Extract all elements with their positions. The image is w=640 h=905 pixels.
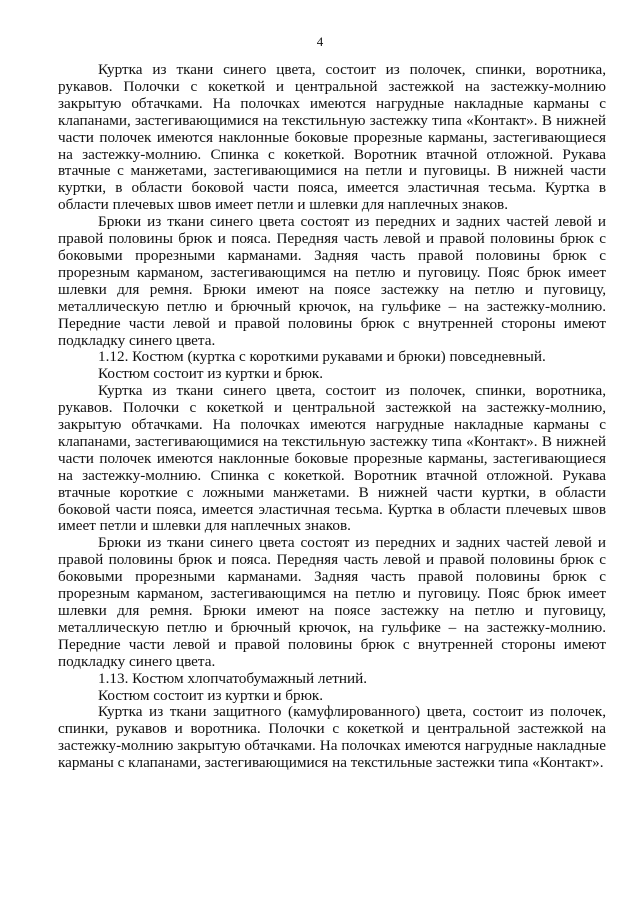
paragraph-suit-composition: Костюм состоит из куртки и брюк. xyxy=(98,365,324,383)
document-body xyxy=(58,62,606,772)
page-number: 4 xyxy=(316,34,324,49)
paragraph-trousers-blue-2: Брюки из ткани синего цвета состоят из передних и задних частей левой и правой половины брюк и пояса. Передняя часть левой и правой половины брюк с боковыми прорезными карманами. Задняя часть правой половины брюк с прорезным карманом, застегивающимся на петлю и пуговицу. Пояс брюк имеет шлевки для ремня. Брюки имеют на поясе застежку на петлю и пуговицу, металлическую петлю и брючный крючок, на гульфике – на застежку-молнию. Передние части левой и правой половины брюк с внутренней стороны имеют подкладку синего цвета. xyxy=(58,534,606,670)
paragraph-suit-composition-2: Костюм состоит из куртки и брюк. xyxy=(98,686,324,704)
section-heading-1-13: 1.13. Костюм хлопчатобумажный летний. xyxy=(98,669,368,687)
paragraph-jacket-short-sleeves: Куртка из ткани синего цвета, состоит из полочек, спинки, воротника, рукавов. Полочки с кокеткой и центральной застежкой на застежку-молнию, закрытую обтачками. На полочках имеются нагрудные накладные карманы с клапанами, застегивающимися на текстильную застежку типа «Контакт». В нижней части полочек имеются наклонные боковые прорезные карманы, застегивающиеся на застежку-молнию. Спинка с кокеткой. Воротник втачной отложной. Рукава втачные короткие с ложными манжетами. В нижней части куртки, в области боковой части пояса, имеется эластичная тесьма. Куртка в области плечевых швов имеет петли и шлевки для наплечных знаков. xyxy=(58,382,606,535)
section-heading-1-12: 1.12. Костюм (куртка с короткими рукавами и брюки) повседневный. xyxy=(98,348,546,366)
paragraph-jacket-blue: Куртка из ткани синего цвета, состоит из полочек, спинки, воротника, рукавов. Полочки с кокеткой и центральной застежкой на застежку-молнию закрытую обтачками. На полочках имеются нагрудные накладные карманы с клапанами, застегивающимися на текстильную застежку типа «Контакт». В нижней части полочек имеются наклонные боковые прорезные карманы, застегивающиеся на застежку-молнию. Спинка с кокеткой. Воротник втачной отложной. Рукава втачные с манжетами, застегивающимися на петли и пуговицы. В нижней части куртки, в области боковой части пояса, имеется эластичная тесьма. Куртка в области плечевых швов имеет петли и шлевки для наплечных знаков. xyxy=(58,61,606,214)
paragraph-jacket-camouflage: Куртка из ткани защитного (камуфлированного) цвета, состоит из полочек, спинки, рукавов и воротника. Полочки с кокеткой и центральной застежкой на застежку-молнию закрытую обтачками. На полочках имеются нагрудные накладные карманы с клапанами, застегивающимися на текстильные застежки типа «Контакт». xyxy=(58,703,606,772)
paragraph-trousers-blue: Брюки из ткани синего цвета состоят из передних и задних частей левой и правой половины брюк и пояса. Передняя часть левой и правой половины брюк с боковыми прорезными карманами. Задняя часть правой половины брюк с прорезным карманом, застегивающимся на петлю и пуговицу. Пояс брюк имеет шлевки для ремня. Брюки имеют на поясе застежку на петлю и пуговицу, металлическую петлю и брючный крючок, на гульфике – на застежку-молнию. Передние части левой и правой половины брюк с внутренней стороны имеют подкладку синего цвета. xyxy=(58,213,606,349)
